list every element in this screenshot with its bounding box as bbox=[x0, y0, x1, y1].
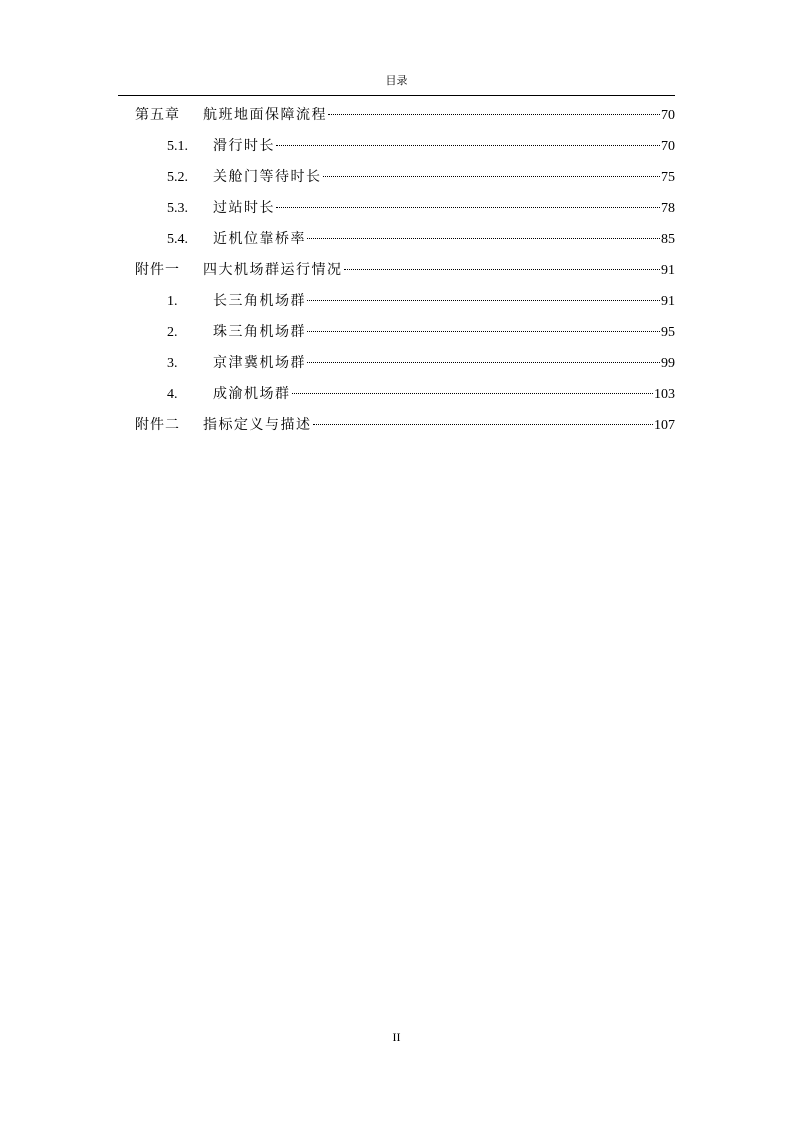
toc-entry-title: 近机位靠桥率 bbox=[213, 231, 306, 247]
toc-entry-title: 珠三角机场群 bbox=[213, 324, 306, 340]
toc-entry-title: 航班地面保障流程 bbox=[203, 107, 327, 123]
toc-entry-number: 4. bbox=[167, 387, 178, 402]
toc-leader-dots bbox=[307, 238, 660, 239]
toc-entry-title: 过站时长 bbox=[213, 200, 275, 216]
toc-entry-page: 75 bbox=[661, 170, 675, 185]
toc-leader-dots bbox=[323, 176, 661, 177]
toc-entry-title: 京津冀机场群 bbox=[213, 355, 306, 371]
toc-leader-dots bbox=[292, 393, 654, 394]
toc-leader-dots bbox=[344, 269, 661, 270]
toc-entry-appendix-1-1[interactable] bbox=[135, 286, 675, 317]
table-of-contents bbox=[135, 100, 675, 441]
toc-entry-page: 85 bbox=[661, 232, 675, 247]
toc-entry-title: 成渝机场群 bbox=[213, 386, 291, 402]
toc-entry-appendix-1-2[interactable] bbox=[135, 317, 675, 348]
toc-entry-appendix-1[interactable] bbox=[135, 255, 675, 286]
toc-entry-appendix-2[interactable] bbox=[135, 410, 675, 441]
toc-entry-page: 78 bbox=[661, 201, 675, 216]
toc-leader-dots bbox=[307, 362, 660, 363]
toc-entry-page: 70 bbox=[661, 108, 675, 123]
toc-entry-appendix-1-4[interactable] bbox=[135, 379, 675, 410]
toc-entry-number: 1. bbox=[167, 294, 178, 309]
toc-leader-dots bbox=[328, 114, 660, 115]
toc-entry-number: 5.4. bbox=[167, 232, 188, 247]
header-title: 目录 bbox=[385, 74, 408, 87]
toc-entry-appendix-1-3[interactable] bbox=[135, 348, 675, 379]
toc-entry-number: 2. bbox=[167, 325, 178, 340]
toc-entry-number: 3. bbox=[167, 356, 178, 371]
toc-entry-number: 5.2. bbox=[167, 170, 188, 185]
page-footer bbox=[0, 1030, 793, 1045]
toc-entry-title: 四大机场群运行情况 bbox=[203, 262, 343, 278]
toc-entry-page: 103 bbox=[654, 387, 675, 402]
toc-entry-5-1[interactable] bbox=[135, 131, 675, 162]
toc-leader-dots bbox=[307, 300, 660, 301]
toc-entry-number: 附件二 bbox=[135, 418, 180, 433]
toc-leader-dots bbox=[313, 424, 654, 425]
toc-entry-title: 长三角机场群 bbox=[213, 293, 306, 309]
toc-leader-dots bbox=[276, 145, 660, 146]
toc-entry-chapter-5[interactable] bbox=[135, 100, 675, 131]
toc-entry-number: 附件一 bbox=[135, 263, 180, 278]
toc-entry-number: 第五章 bbox=[135, 108, 180, 123]
toc-entry-number: 5.1. bbox=[167, 139, 188, 154]
toc-entry-number: 5.3. bbox=[167, 201, 188, 216]
toc-entry-5-4[interactable] bbox=[135, 224, 675, 255]
toc-entry-page: 99 bbox=[661, 356, 675, 371]
toc-entry-page: 70 bbox=[661, 139, 675, 154]
page-header bbox=[118, 72, 675, 96]
toc-leader-dots bbox=[307, 331, 660, 332]
toc-entry-5-3[interactable] bbox=[135, 193, 675, 224]
toc-entry-page: 95 bbox=[661, 325, 675, 340]
toc-entry-page: 107 bbox=[654, 418, 675, 433]
toc-entry-5-2[interactable] bbox=[135, 162, 675, 193]
toc-entry-title: 关舱门等待时长 bbox=[213, 169, 322, 185]
toc-entry-title: 指标定义与描述 bbox=[203, 417, 312, 433]
toc-entry-page: 91 bbox=[661, 294, 675, 309]
toc-leader-dots bbox=[276, 207, 660, 208]
toc-entry-title: 滑行时长 bbox=[213, 138, 275, 154]
page-number: II bbox=[392, 1030, 401, 1044]
toc-entry-page: 91 bbox=[661, 263, 675, 278]
